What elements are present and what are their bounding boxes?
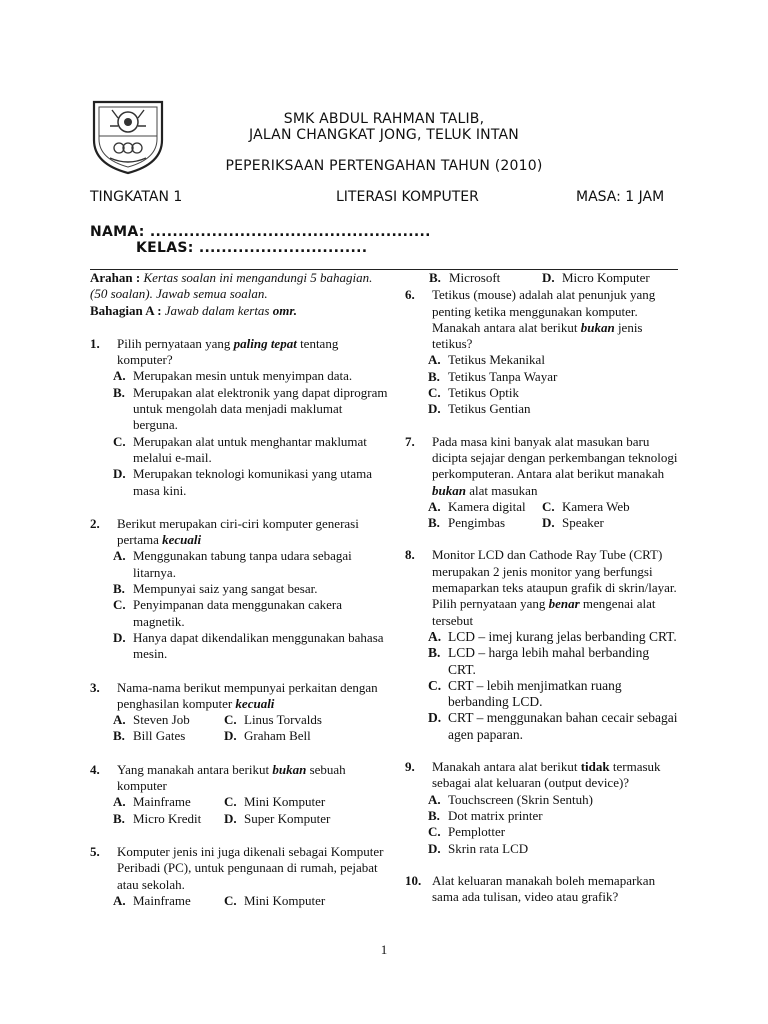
option-c: C. CRT – lebih menjimatkan ruang berbanding LCD. xyxy=(428,677,622,710)
option-a: A. Mainframe xyxy=(113,892,191,908)
question-text: Pada masa kini banyak alat masukan baru dicipta sejajar dengan perkembangan teknologi perkomputeran. Antara alat berikut manakah bukan alat masukan xyxy=(432,433,678,498)
option-a: A. Tetikus Mekanikal xyxy=(428,352,545,368)
question-number: 2. xyxy=(90,515,100,531)
option-b: B. Merupakan alat elektronik yang dapat diprogram untuk mengolah data menjadi maklumat berguna. xyxy=(113,384,388,433)
question-text: Pilih pernyataan yang paling tepat tentang komputer? xyxy=(117,335,339,368)
exam-subject: LITERASI KOMPUTER xyxy=(336,189,479,205)
option-a: A. LCD – imej kurang jelas berbanding CRT. xyxy=(428,628,677,644)
left-column xyxy=(90,270,390,909)
question-3 xyxy=(90,680,390,745)
question-4 xyxy=(90,762,390,827)
option-d: D. Micro Komputer xyxy=(542,270,650,285)
question-8 xyxy=(405,547,680,743)
option-b: B. Tetikus Tanpa Wayar xyxy=(428,368,558,384)
option-d: D. Skrin rata LCD xyxy=(428,840,529,856)
option-d: D. Speaker xyxy=(542,515,604,531)
exam-title: PEPERIKSAAN PERTENGAHAN TAHUN (2010) xyxy=(225,158,543,174)
student-name-field: NAMA: .................................................. xyxy=(90,224,431,240)
option-b: B. Dot matrix printer xyxy=(428,807,543,823)
question-text: Berikut merupakan ciri-ciri komputer generasi pertama kecuali xyxy=(117,515,359,548)
option-c: C. Linus Torvalds xyxy=(224,712,322,728)
option-b: B. LCD – harga lebih mahal berbanding CRT. xyxy=(428,645,650,677)
bahagian-text: Jawab dalam kertas xyxy=(164,302,270,318)
question-text: Nama-nama berikut mempunyai perkaitan dengan penghasilan komputer kecuali xyxy=(117,679,378,711)
option-a: A. Menggunakan tabung tanpa udara sebagai litarnya. xyxy=(113,548,352,580)
school-name: SMK ABDUL RAHMAN TALIB, xyxy=(283,111,485,127)
question-text: Manakah antara alat berikut tidak termasuk sebagai alat keluaran (output device)? xyxy=(432,759,661,791)
question-number: 4. xyxy=(90,761,100,777)
option-b: B. Mempunyai saiz yang sangat besar. xyxy=(113,581,318,597)
question-text: Monitor LCD dan Cathode Ray Tube (CRT) merupakan 2 jenis monitor yang berfungsi memaparkan teks ataupun grafik di skrin/layar. Pilih pernyataan yang benar mengenai alat tersebut xyxy=(432,547,677,628)
option-a: A. Steven Job xyxy=(113,712,190,728)
question-1 xyxy=(90,336,390,499)
class-field: KELAS: .............................. xyxy=(136,240,368,256)
question-number: 3. xyxy=(90,679,100,695)
option-d: D. Graham Bell xyxy=(224,728,311,744)
question-text: Tetikus (mouse) adalah alat penunjuk yang penting ketika menggunakan komputer. Manakah antara alat berikut bukan jenis tetikus? xyxy=(432,287,656,352)
option-b: B. Microsoft xyxy=(429,270,501,285)
bahagian-omr: omr. xyxy=(272,302,297,318)
option-d: D. Super Komputer xyxy=(224,810,331,826)
arahan-text: Kertas soalan ini mengandungi 5 bahagian. (50 soalan). Jawab semua soalan. xyxy=(90,270,373,302)
page-number: 1 xyxy=(380,942,388,957)
question-number: 10. xyxy=(405,872,422,888)
question-5-continued xyxy=(429,270,680,286)
bahagian-label: Bahagian A : xyxy=(90,302,162,318)
option-d: D. Merupakan teknologi komunikasi yang utama masa kini. xyxy=(113,466,373,498)
option-c: C. Tetikus Optik xyxy=(428,385,519,401)
question-9 xyxy=(405,759,680,857)
question-text: Alat keluaran manakah boleh memaparkan sama ada tulisan, video atau grafik? xyxy=(432,872,656,905)
question-number: 9. xyxy=(405,759,415,775)
option-b: B. Bill Gates xyxy=(113,728,186,744)
option-b: B. Micro Kredit xyxy=(113,810,202,826)
option-c: C. Mini Komputer xyxy=(224,892,326,908)
option-c: C. Pemplotter xyxy=(428,824,506,840)
option-a: A. Merupakan mesin untuk menyimpan data. xyxy=(113,368,353,384)
question-text: Komputer jenis ini juga dikenali sebagai Komputer Peribadi (PC), untuk pengunaan di rumah, pejabat atau sekolah. xyxy=(117,843,384,892)
question-text: Yang manakah antara berikut bukan sebuah komputer xyxy=(117,761,346,794)
question-number: 5. xyxy=(90,843,100,859)
question-number: 1. xyxy=(90,335,100,351)
right-column xyxy=(405,270,680,905)
option-b: B. Pengimbas xyxy=(428,515,506,531)
instructions-block xyxy=(90,270,390,319)
question-2 xyxy=(90,516,390,663)
question-5 xyxy=(90,844,390,909)
option-a: A. Mainframe xyxy=(113,794,191,810)
exam-level: TINGKATAN 1 xyxy=(90,189,183,205)
option-c: C. Merupakan alat untuk menghantar maklumat melalui e-mail. xyxy=(113,433,367,465)
exam-duration: MASA: 1 JAM xyxy=(576,189,665,205)
option-d: D. Tetikus Gentian xyxy=(428,401,531,417)
option-c: C. Mini Komputer xyxy=(224,794,326,810)
question-7 xyxy=(405,434,680,532)
option-a: A. Touchscreen (Skrin Sentuh) xyxy=(428,791,593,807)
option-d: D. Hanya dapat dikendalikan menggunakan bahasa mesin. xyxy=(113,629,384,662)
option-c: C. Penyimpanan data menggunakan cakera magnetik. xyxy=(113,597,342,629)
option-a: A. Kamera digital xyxy=(428,498,526,514)
question-number: 8. xyxy=(405,547,415,563)
option-d: D. CRT – menggunakan bahan cecair sebagai agen paparan. xyxy=(428,710,678,742)
arahan-label: Arahan : xyxy=(90,270,141,285)
school-address: JALAN CHANGKAT JONG, TELUK INTAN xyxy=(249,127,519,143)
question-number: 6. xyxy=(405,287,415,303)
question-10 xyxy=(405,873,680,906)
question-number: 7. xyxy=(405,433,415,449)
option-c: C. Kamera Web xyxy=(542,498,630,514)
question-6 xyxy=(405,287,680,417)
